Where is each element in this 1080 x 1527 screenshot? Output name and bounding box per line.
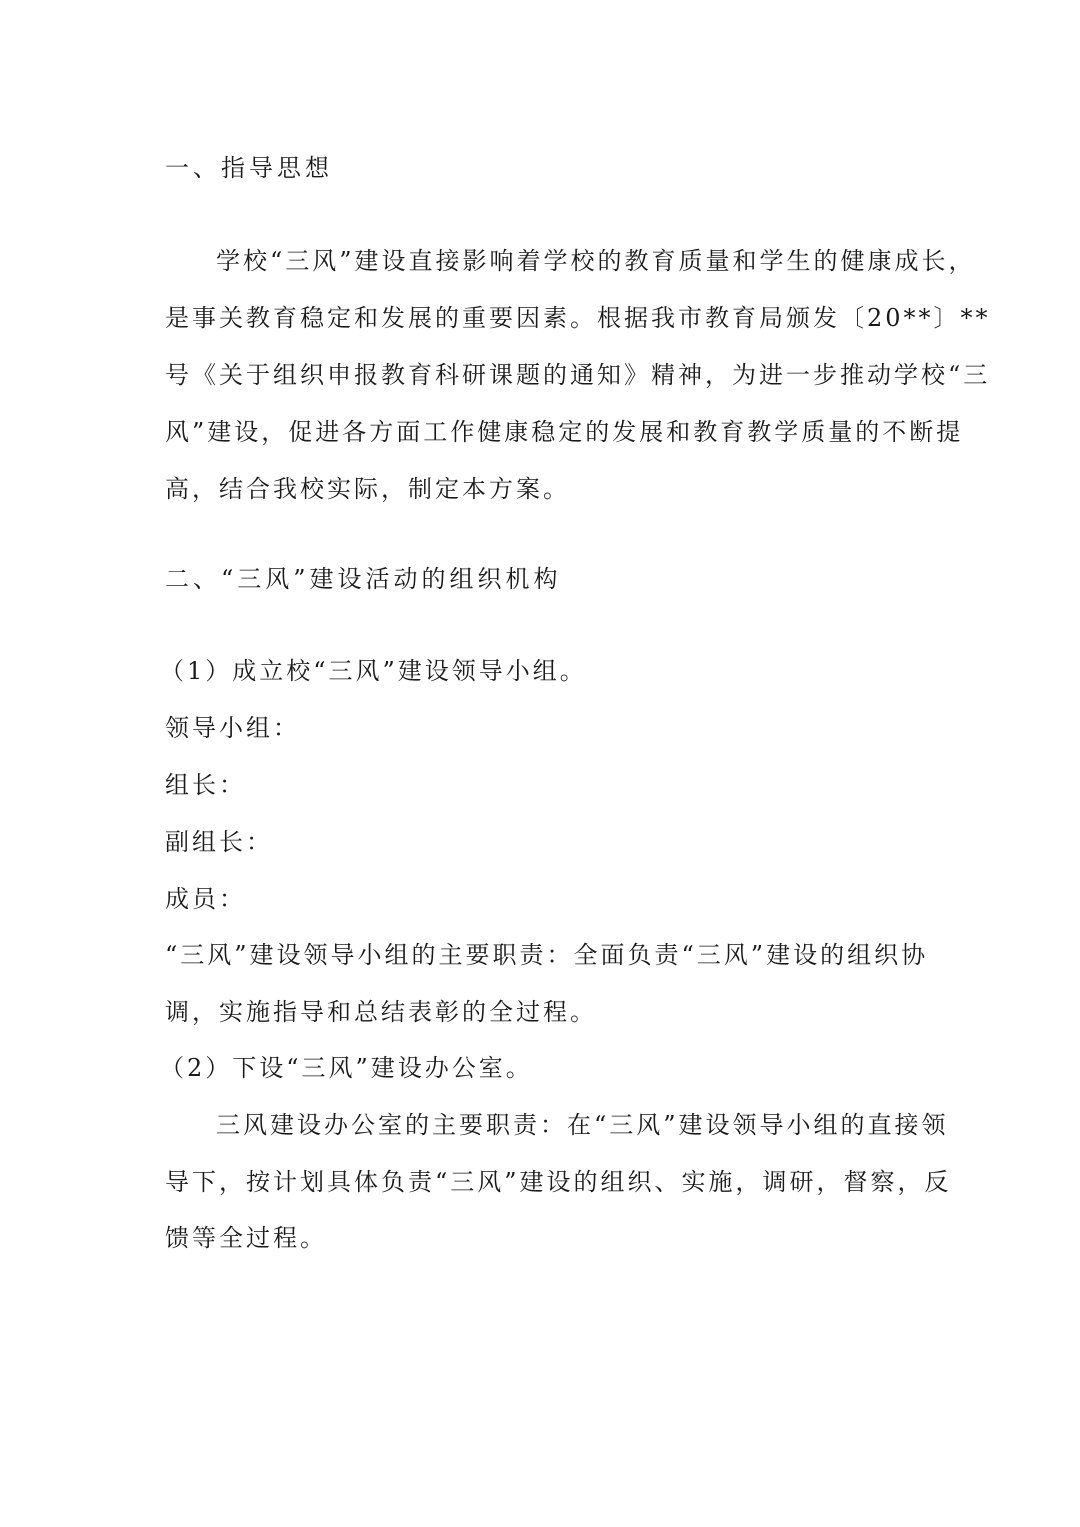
office-duty-line-2: 导下，按计划具体负责“三风”建设的组织、实施，调研，督察，反 — [165, 1168, 952, 1196]
members-label: 成员： — [165, 885, 246, 913]
leader-label: 组长： — [165, 771, 246, 799]
paragraph-1-line-2: 是事关教育稳定和发展的重要因素。根据我市教育局颁发〔20**〕** — [165, 304, 991, 332]
office-duty-line-3: 馈等全过程。 — [165, 1224, 327, 1252]
item-1-text: （1）成立校“三风”建设领导小组。 — [160, 657, 587, 685]
deputy-label: 副组长： — [165, 828, 273, 856]
group-label: 领导小组： — [165, 714, 300, 742]
item-2-text: （2）下设“三风”建设办公室。 — [160, 1054, 533, 1082]
section-2-heading: 二、“三风”建设活动的组织机构 — [165, 565, 562, 593]
paragraph-1-line-1: 学校“三风”建设直接影响着学校的教育质量和学生的健康成长， — [216, 247, 976, 275]
paragraph-1-line-5: 高，结合我校实际，制定本方案。 — [165, 475, 570, 503]
section-1-heading: 一、指导思想 — [165, 154, 333, 182]
duty-line-1: “三风”建设领导小组的主要职责：全面负责“三风”建设的组织协 — [165, 941, 929, 969]
office-duty-line-1: 三风建设办公室的主要职责：在“三风”建设领导小组的直接领 — [216, 1111, 949, 1139]
paragraph-1-line-4: 风”建设，促进各方面工作健康稳定的发展和教育教学质量的不断提 — [165, 418, 964, 446]
paragraph-1-line-3: 号《关于组织申报教育科研课题的通知》精神，为进一步推动学校“三 — [165, 361, 991, 389]
duty-line-2: 调，实施指导和总结表彰的全过程。 — [165, 998, 597, 1026]
